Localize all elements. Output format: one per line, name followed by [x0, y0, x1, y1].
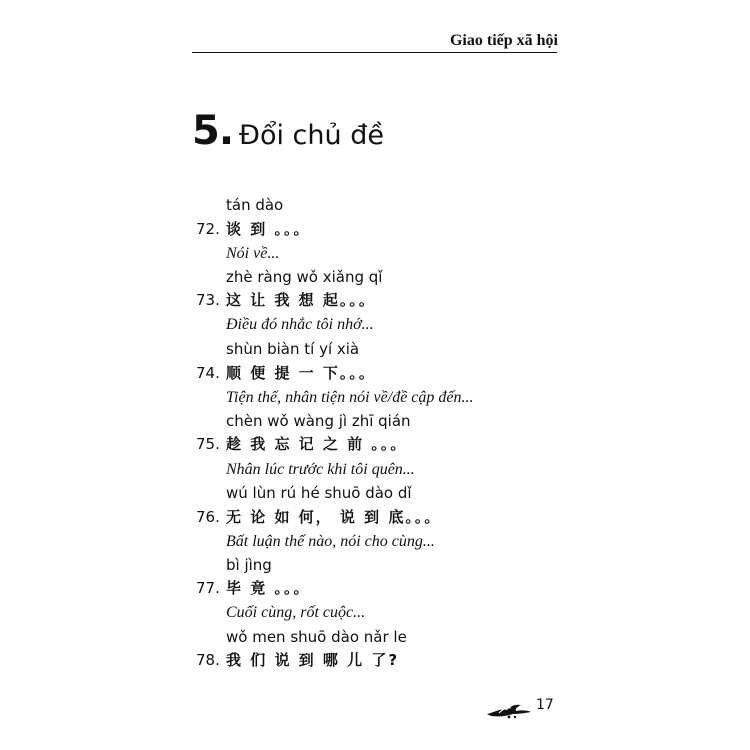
hanzi-text: 无 论 如 何， 说 到 底。。。: [226, 508, 442, 526]
meaning-line: Bất luận thế nào, nói cho cùng...: [226, 533, 435, 550]
hanzi-text: 我 们 说 到 哪 儿 了?: [226, 651, 400, 669]
meaning-line: Cuối cùng, rốt cuộc...: [226, 604, 366, 621]
pinyin-line: wú lùn rú hé shuō dào dǐ: [226, 484, 412, 502]
pinyin-line: wǒ men shuō dào nǎr le: [226, 628, 407, 646]
pinyin-line: bì jìng: [226, 556, 272, 574]
chapter-heading: [192, 108, 384, 154]
phrase-line: [196, 650, 399, 670]
phrase-line: [196, 578, 310, 598]
phrase-line: [196, 507, 441, 527]
pinyin-line: tán dào: [226, 196, 284, 214]
phrase-number: 74.: [196, 364, 220, 382]
hanzi-text: 毕 竟 。。。: [226, 579, 311, 597]
pinyin-line: chèn wǒ wàng jì zhī qián: [226, 412, 411, 430]
phrase-number: 78.: [196, 651, 220, 669]
meaning-line: Tiện thể, nhân tiện nói về/đề cập đến...: [226, 389, 474, 406]
hanzi-text: 顺 便 提 一 下。。。: [226, 364, 376, 382]
phrase-line: [196, 290, 376, 310]
pinyin-line: zhè ràng wǒ xiǎng qǐ: [226, 268, 383, 286]
chapter-title: Đổi chủ đề: [239, 120, 384, 151]
meaning-line: Nói về...: [226, 245, 280, 262]
hanzi-text: 谈 到 。。。: [226, 220, 311, 238]
phrase-number: 77.: [196, 579, 220, 597]
phrase-line: [196, 219, 310, 239]
bird-icon: [485, 698, 533, 720]
running-header: Giao tiếp xã hội: [449, 32, 558, 49]
page-number: 17: [536, 697, 554, 713]
phrase-number: 75.: [196, 435, 220, 453]
hanzi-text: 趁 我 忘 记 之 前 。。。: [226, 435, 408, 453]
hanzi-text: 这 让 我 想 起。。。: [226, 291, 376, 309]
chapter-number: 5.: [192, 108, 234, 154]
phrase-line: [196, 363, 376, 383]
header-rule: [192, 52, 557, 53]
meaning-line: Điều đó nhắc tôi nhớ...: [226, 316, 374, 333]
phrase-number: 76.: [196, 508, 220, 526]
pinyin-line: shùn biàn tí yí xià: [226, 340, 360, 358]
meaning-line: Nhân lúc trước khi tôi quên...: [226, 461, 415, 478]
phrase-line: [196, 434, 407, 454]
phrase-number: 72.: [196, 220, 220, 238]
phrase-number: 73.: [196, 291, 220, 309]
